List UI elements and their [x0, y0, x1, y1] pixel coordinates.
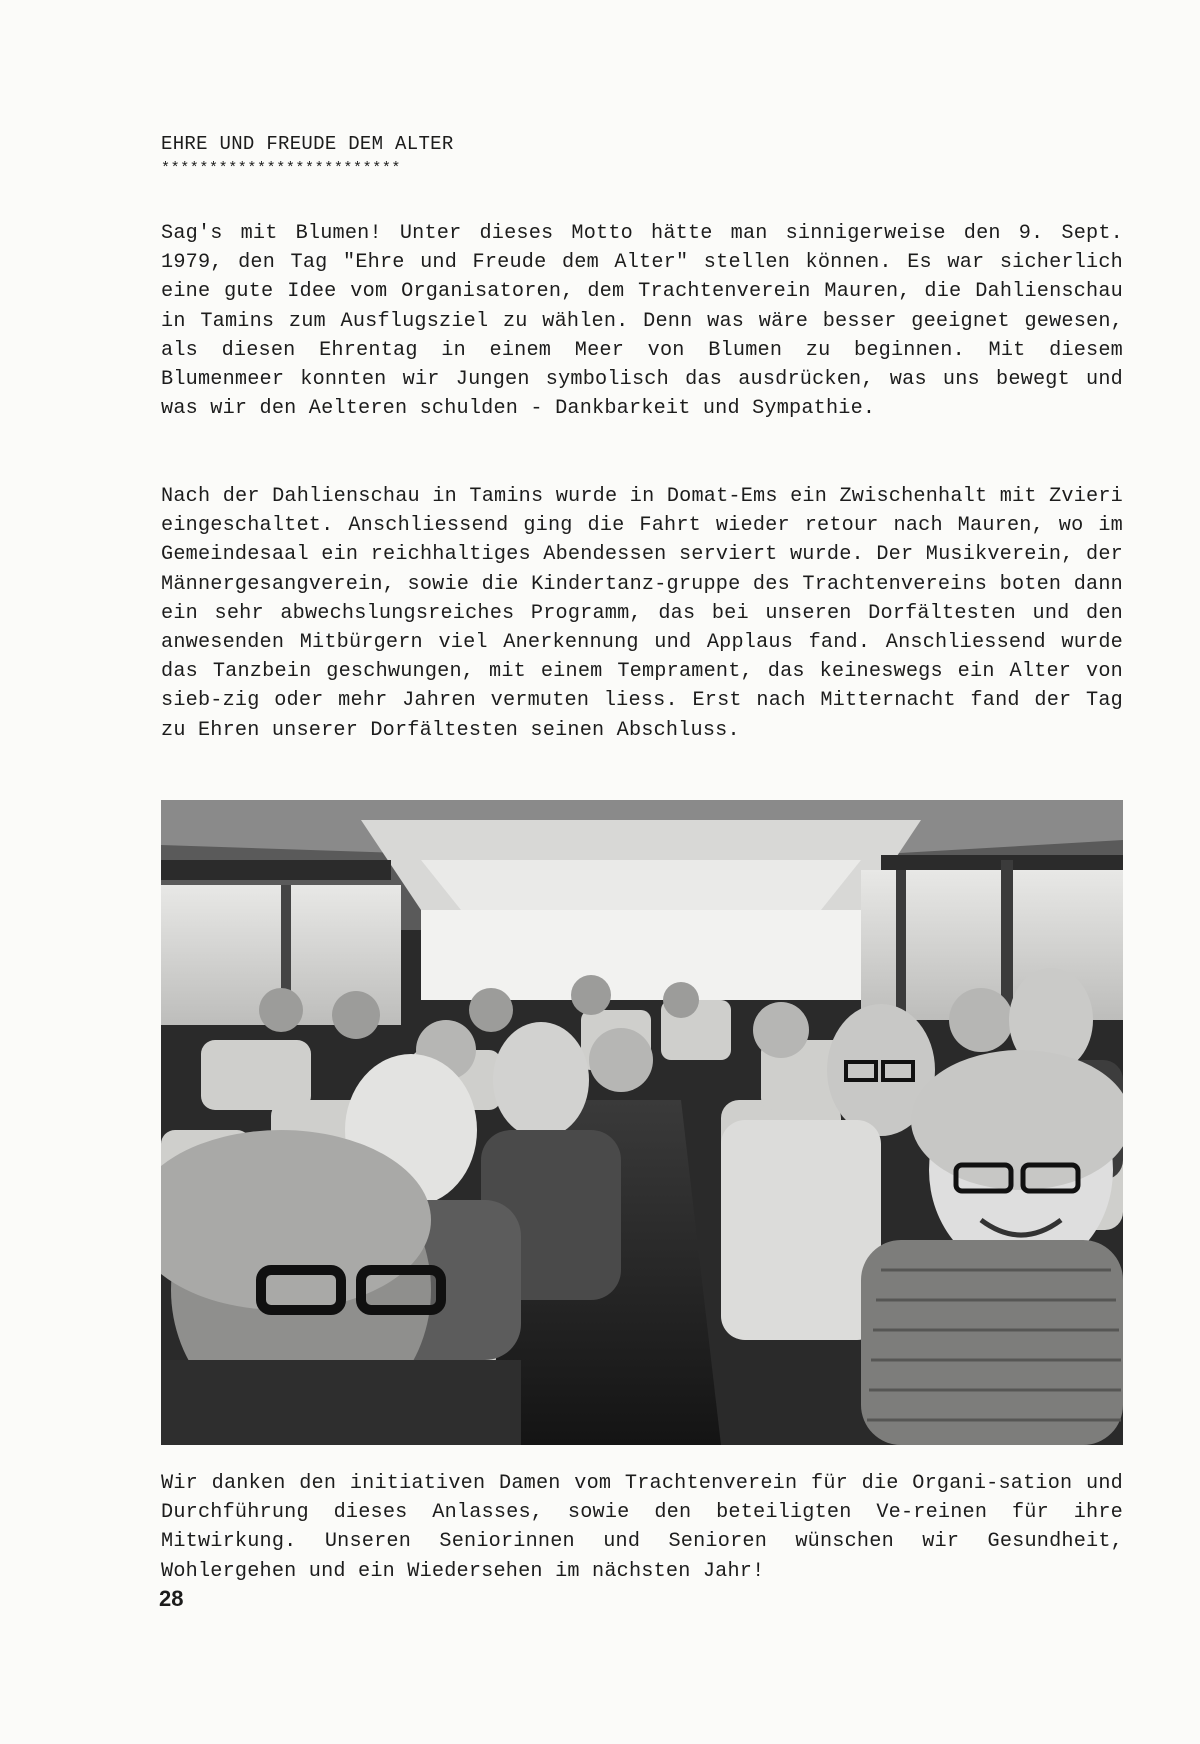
paragraph-intro: Sag's mit Blumen! Unter dieses Motto hätte man sinnigerweise den 9. Sept. 1979, den Tag "Ehre und Freude dem Alter" stellen können. Es war sicherlich eine gute Idee vom Organisatoren, dem Trachtenverein Mauren, die Dahlienschau in Tamins zum Ausflugsziel zu wählen. Denn was wäre besser geeignet gewesen, als diesen Ehrentag in einem Meer von Blumen zu beginnen. Mit diesem Blumenmeer konnten wir Jungen symbolisch das ausdrücken, was uns bewegt und was wir den Aelteren schulden - Dankbarkeit und Sympathie.: [161, 222, 1123, 421]
paragraph-trip: Nach der Dahlienschau in Tamins wurde in Domat-Ems ein Zwischenhalt mit Zvieri eingeschaltet. Anschliessend ging die Fahrt wieder retour nach Mauren, wo im Gemeindesaal ein reichhaltiges Abendessen serviert wurde. Der Musikverein, der Männergesangverein, sowie die Kindertanz-gruppe des Trachtenvereins boten dann ein sehr abwechslungsreiches Programm, das bei unseren Dorfältesten und den anwesenden Mitbürgern viel Anerkennung und Applaus fand. Anschliessend wurde das Tanzbein geschwungen, mit einem Temprament, das keineswegs ein Alter von sieb-zig oder mehr Jahren vermuten liess. Erst nach Mitternacht fand der Tag zu Ehren unserer Dorfältesten seinen Abschluss.: [161, 485, 1123, 742]
title-underline: *************************: [161, 160, 402, 177]
paragraph-thanks: Wir danken den initiativen Damen vom Trachtenverein für die Organi-sation und Durchführung dieses Anlasses, sowie den beteiligten Ve-reinen für ihre Mitwirkung. Unseren Seniorinnen und Senioren wünschen wir Gesundheit, Wohlergehen und ein Wiedersehen im nächsten Jahr!: [161, 1472, 1123, 1583]
article-title: EHRE UND FREUDE DEM ALTER: [161, 133, 454, 155]
bus-passengers-photo: [161, 800, 1123, 1445]
page-number: 28: [159, 1586, 184, 1611]
